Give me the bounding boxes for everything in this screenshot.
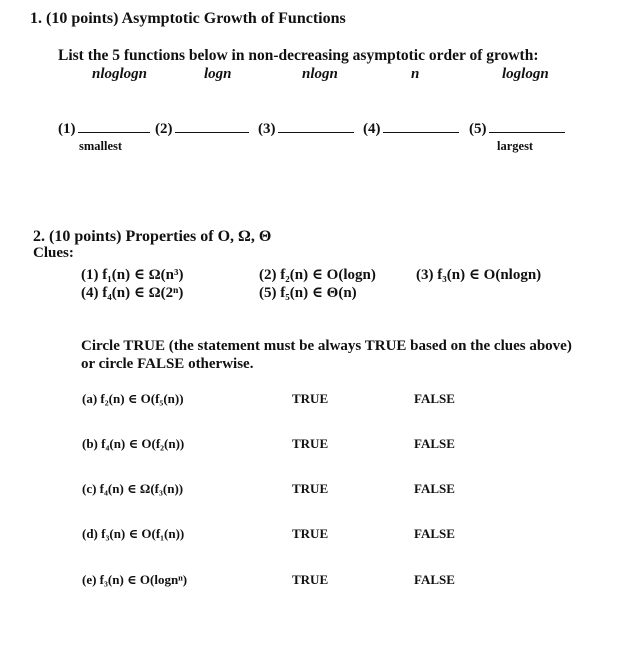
q1-title: 1. (10 points) Asymptotic Growth of Functions [30, 10, 346, 27]
blank-4-label: (4) [363, 121, 381, 137]
blank-3[interactable] [258, 120, 354, 138]
function-nlogn: nlogn [302, 66, 338, 82]
blank-5[interactable] [469, 120, 565, 138]
blank-5-label: (5) [469, 121, 487, 137]
instruction-line-1: Circle TRUE (the statement must be always TRUE based on the clues above) [81, 338, 572, 354]
statement-b-true[interactable]: TRUE [292, 436, 329, 451]
statement-e: (e) f₃(n) ∈ O(lognⁿ) [82, 572, 188, 587]
statement-a-true[interactable]: TRUE [292, 391, 329, 406]
statement-c-true[interactable]: TRUE [292, 481, 329, 496]
statement-c-false[interactable]: FALSE [414, 481, 455, 496]
blank-4[interactable] [363, 120, 459, 138]
q1-instruction: List the 5 functions below in non-decreasing asymptotic order of growth: [58, 47, 539, 64]
statement-e-false[interactable]: FALSE [414, 572, 455, 587]
statement-d-false[interactable]: FALSE [414, 526, 455, 541]
instruction-line-2: or circle FALSE otherwise. [81, 356, 254, 372]
statement-c: (c) f₄(n) ∈ Ω(f₃(n)) [82, 481, 184, 496]
clues-label: Clues: [33, 245, 74, 261]
statement-d-true[interactable]: TRUE [292, 526, 329, 541]
statement-b-false[interactable]: FALSE [414, 436, 455, 451]
statement-a-false[interactable]: FALSE [414, 391, 455, 406]
blank-1-label: (1) [58, 121, 76, 137]
function-logn: logn [204, 66, 232, 82]
clue-2: (2) f₂(n) ∈ O(logn) [259, 267, 376, 283]
blank-1-line [78, 120, 150, 133]
blank-3-label: (3) [258, 121, 276, 137]
clue-5: (5) f₅(n) ∈ Θ(n) [259, 285, 357, 301]
blank-4-line [383, 120, 459, 133]
statement-a: (a) f₂(n) ∈ O(f₅(n)) [82, 391, 184, 406]
blank-2-label: (2) [155, 121, 173, 137]
largest-caption: largest [497, 139, 534, 153]
blank-3-line [278, 120, 354, 133]
blank-5-line [489, 120, 565, 133]
smallest-caption: smallest [79, 139, 123, 153]
blank-1[interactable] [58, 120, 150, 138]
statement-b: (b) f₄(n) ∈ O(f₂(n)) [82, 436, 185, 451]
clue-4: (4) f₄(n) ∈ Ω(2ⁿ) [81, 285, 184, 301]
function-loglogn: loglogn [502, 66, 549, 82]
clue-3: (3) f₃(n) ∈ O(nlogn) [416, 267, 542, 283]
function-n: n [411, 66, 420, 82]
clue-1: (1) f₁(n) ∈ Ω(n³) [81, 267, 184, 283]
blank-2[interactable] [155, 120, 249, 138]
statement-d: (d) f₃(n) ∈ O(f₁(n)) [82, 526, 185, 541]
function-nloglogn: nloglogn [92, 66, 148, 82]
blank-2-line [175, 120, 249, 133]
statement-e-true[interactable]: TRUE [292, 572, 329, 587]
q2-title: 2. (10 points) Properties of O, Ω, Θ [33, 228, 272, 245]
